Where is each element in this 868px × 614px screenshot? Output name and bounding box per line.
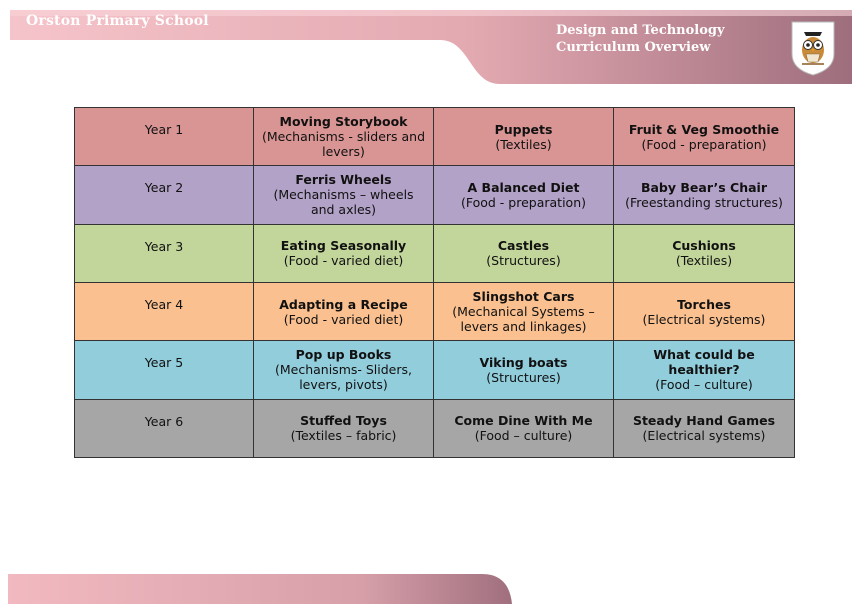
- school-name: Orston Primary School: [26, 13, 209, 29]
- topic-title: Come Dine With Me: [454, 413, 593, 429]
- curriculum-table: [74, 107, 795, 458]
- topic-category: (Mechanisms- Sliders, levers, pivots): [274, 362, 413, 393]
- topic-cell: [254, 224, 434, 282]
- topic-cell: [434, 224, 614, 282]
- topic-title: Stuffed Toys: [300, 413, 387, 429]
- topic-cell: [254, 399, 434, 457]
- topic-category: (Freestanding structures): [625, 194, 783, 210]
- school-crest-owl-icon: [790, 20, 836, 76]
- topic-cell: [434, 399, 614, 457]
- topic-category: (Structures): [486, 369, 561, 385]
- topic-cell: [614, 341, 795, 399]
- topic-title: What could be healthier?: [653, 347, 755, 378]
- topic-category: (Textiles – fabric): [290, 428, 397, 444]
- topic-title: Torches: [677, 296, 731, 312]
- table-row: [75, 282, 795, 340]
- topic-category: (Food – culture): [655, 377, 753, 393]
- topic-category: (Mechanical Systems – levers and linkages): [452, 304, 595, 335]
- year-label: Year 5: [75, 341, 254, 399]
- year-label: Year 4: [75, 282, 254, 340]
- topic-cell: [614, 399, 795, 457]
- table-row: [75, 341, 795, 399]
- topic-cell: [254, 341, 434, 399]
- topic-category: (Food - varied diet): [283, 311, 404, 327]
- topic-category: (Structures): [486, 253, 561, 269]
- year-label: Year 6: [75, 399, 254, 457]
- topic-cell: [434, 341, 614, 399]
- year-label: Year 2: [75, 166, 254, 224]
- topic-category: (Food - preparation): [460, 194, 586, 210]
- topic-cell: [254, 282, 434, 340]
- topic-cell: [434, 166, 614, 224]
- topic-title: Viking boats: [479, 354, 568, 370]
- topic-category: (Mechanisms – wheels and axles): [273, 187, 414, 218]
- topic-title: A Balanced Diet: [467, 179, 580, 195]
- topic-cell: [614, 108, 795, 166]
- topic-category: (Food - preparation): [641, 136, 767, 152]
- topic-title: Ferris Wheels: [295, 172, 392, 188]
- topic-category: (Electrical systems): [642, 428, 766, 444]
- topic-title: Steady Hand Games: [632, 413, 776, 429]
- topic-cell: [614, 282, 795, 340]
- topic-title: Cushions: [672, 238, 736, 254]
- title-line-2: Curriculum Overview: [556, 40, 711, 55]
- footer-band: [0, 570, 868, 614]
- year-label: Year 1: [75, 108, 254, 166]
- table-row: [75, 108, 795, 166]
- topic-cell: [614, 224, 795, 282]
- topic-title: Slingshot Cars: [472, 289, 575, 305]
- topic-title: Eating Seasonally: [280, 238, 407, 254]
- title-line-1: Design and Technology: [556, 23, 725, 38]
- topic-category: (Food - varied diet): [283, 253, 404, 269]
- topic-category: (Food – culture): [474, 428, 573, 444]
- topic-cell: [434, 282, 614, 340]
- topic-category: (Textiles): [675, 253, 733, 269]
- table-row: [75, 224, 795, 282]
- year-label: Year 3: [75, 224, 254, 282]
- topic-title: Fruit & Veg Smoothie: [628, 121, 780, 137]
- topic-category: (Electrical systems): [642, 311, 766, 327]
- topic-cell: [254, 108, 434, 166]
- topic-cell: [434, 108, 614, 166]
- topic-category: (Mechanisms - sliders and levers): [261, 129, 426, 160]
- topic-title: Pop up Books: [295, 347, 392, 363]
- table-row: [75, 166, 795, 224]
- table-row: [75, 399, 795, 457]
- topic-title: Adapting a Recipe: [279, 296, 408, 312]
- topic-title: Baby Bear’s Chair: [640, 179, 768, 195]
- document-title: [556, 22, 725, 56]
- topic-cell: [614, 166, 795, 224]
- topic-title: Moving Storybook: [279, 114, 408, 130]
- topic-title: Puppets: [494, 121, 553, 137]
- topic-category: (Textiles): [495, 136, 552, 152]
- topic-cell: [254, 166, 434, 224]
- topic-title: Castles: [497, 238, 550, 254]
